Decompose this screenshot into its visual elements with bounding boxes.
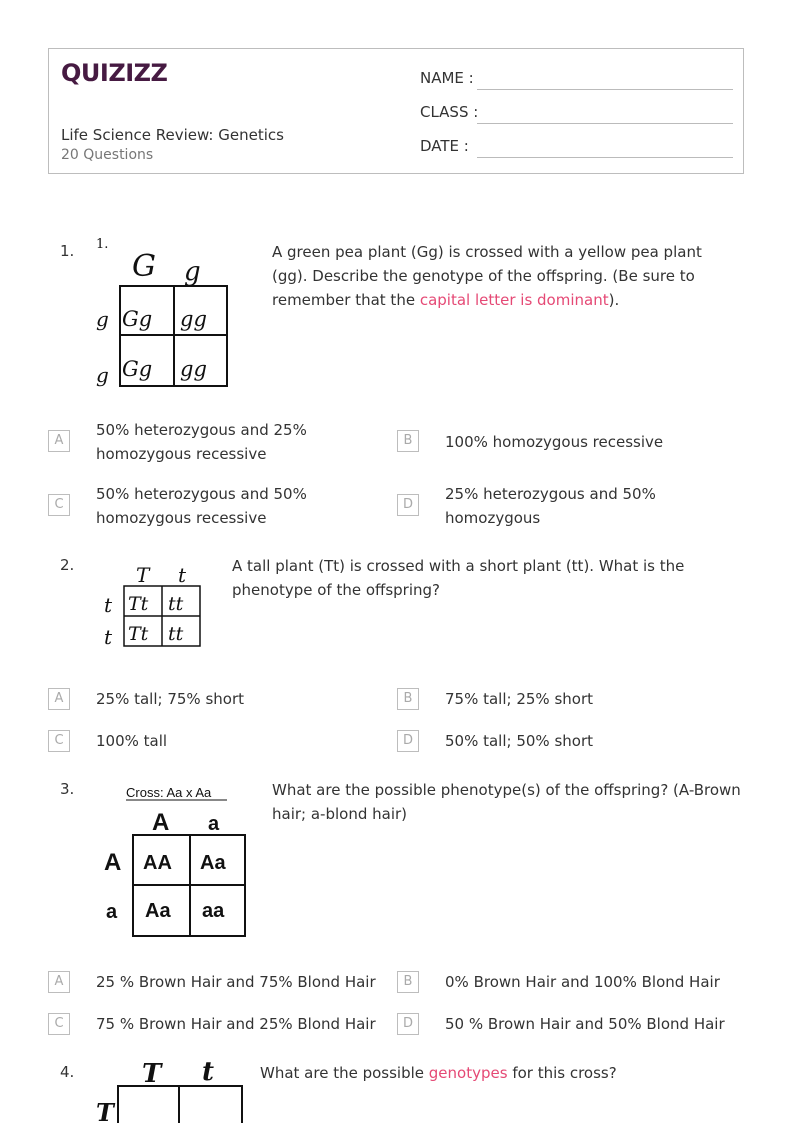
question-1-highlight: capital letter is dominant xyxy=(419,291,609,309)
q2-option-d-text[interactable]: 50% tall; 50% short xyxy=(445,732,593,750)
q3-option-c-box[interactable]: C xyxy=(48,1013,70,1035)
question-3-punnett-square xyxy=(100,780,250,940)
punnett-cell: AA xyxy=(143,852,172,874)
question-2-punnett-square xyxy=(100,560,206,652)
punnett-cell: aa xyxy=(202,900,225,922)
punnett-mark: 1. xyxy=(96,237,109,252)
punnett-cell: Gg xyxy=(122,307,153,331)
q1-option-c-text[interactable]: 50% heterozygous and 50% homozygous recessive xyxy=(96,485,307,527)
name-label: NAME : xyxy=(420,69,474,87)
q1-option-d-text[interactable]: 25% heterozygous and 50% homozygous xyxy=(445,485,656,527)
question-4-text xyxy=(260,1061,740,1085)
q2-option-a-box[interactable]: A xyxy=(48,688,70,710)
question-4-text-part: What are the possible xyxy=(260,1064,429,1082)
punnett-left-allele: g xyxy=(96,307,109,331)
name-line[interactable] xyxy=(477,89,733,90)
punnett-left-allele: A xyxy=(104,849,122,876)
punnett-top-allele: a xyxy=(208,813,220,835)
punnett-top-allele: A xyxy=(152,809,170,836)
q2-option-a-text[interactable]: 25% tall; 75% short xyxy=(96,690,244,708)
punnett-left-allele: t xyxy=(104,593,113,617)
q1-option-b-box[interactable]: B xyxy=(397,430,419,452)
punnett-top-allele: T xyxy=(136,563,150,587)
punnett-cell: tt xyxy=(168,593,184,615)
punnett-left-allele: g xyxy=(96,363,109,387)
question-4-punnett-square xyxy=(92,1055,252,1123)
punnett-caption: Cross: Aa x Aa xyxy=(126,785,212,800)
punnett-cell: gg xyxy=(180,357,207,381)
punnett-cell: tt xyxy=(168,623,184,645)
punnett-top-allele: t xyxy=(202,1057,215,1087)
question-3-number: 3. xyxy=(60,780,75,798)
q2-option-b-box[interactable]: B xyxy=(397,688,419,710)
q1-option-d-box[interactable]: D xyxy=(397,494,419,516)
punnett-cell: Aa xyxy=(200,852,226,874)
punnett-cell: Tt xyxy=(128,593,149,615)
q3-option-a-text[interactable]: 25 % Brown Hair and 75% Blond Hair xyxy=(96,973,376,991)
q1-option-a-box[interactable]: A xyxy=(48,430,70,452)
question-1-punnett-square xyxy=(92,236,237,396)
punnett-top-allele: t xyxy=(178,563,187,587)
q3-option-d-text[interactable]: 50 % Brown Hair and 50% Blond Hair xyxy=(445,1015,725,1033)
date-label: DATE : xyxy=(420,137,469,155)
punnett-left-allele: t xyxy=(104,625,113,649)
class-line[interactable] xyxy=(477,123,733,124)
punnett-cell: Tt xyxy=(128,623,149,645)
q1-option-a-text[interactable]: 50% heterozygous and 25% homozygous recessive xyxy=(96,421,307,463)
q1-option-b-text[interactable]: 100% homozygous recessive xyxy=(445,433,664,451)
q3-option-c-text[interactable]: 75 % Brown Hair and 25% Blond Hair xyxy=(96,1015,376,1033)
q1-option-c-box[interactable]: C xyxy=(48,494,70,516)
punnett-top-allele: T xyxy=(142,1059,162,1089)
question-1-text-part: ). xyxy=(608,291,620,309)
class-label: CLASS : xyxy=(420,103,479,121)
punnett-cell: Gg xyxy=(122,357,153,381)
question-3-text: What are the possible phenotype(s) of the offspring? (A-Brown hair; a-blond hair) xyxy=(272,781,741,823)
question-4-number: 4. xyxy=(60,1063,75,1081)
question-4-text-part: for this cross? xyxy=(507,1064,617,1082)
q3-option-d-box[interactable]: D xyxy=(397,1013,419,1035)
question-count: 20 Questions xyxy=(61,147,154,163)
punnett-cell: Aa xyxy=(145,900,171,922)
punnett-cell: gg xyxy=(180,307,207,331)
q3-option-b-text[interactable]: 0% Brown Hair and 100% Blond Hair xyxy=(445,973,720,991)
q3-option-b-box[interactable]: B xyxy=(397,971,419,993)
date-line[interactable] xyxy=(477,157,733,158)
worksheet-header xyxy=(48,48,744,174)
q2-option-c-text[interactable]: 100% tall xyxy=(96,732,168,750)
punnett-left-allele: T xyxy=(96,1098,114,1123)
q2-option-d-box[interactable]: D xyxy=(397,730,419,752)
question-1-text xyxy=(272,240,742,312)
punnett-top-allele: g xyxy=(184,257,201,287)
question-1-text-part: A green pea plant (Gg) is crossed with a yellow pea plant (gg). Describe the genotype of the offspring. (Be sure to remember that the xyxy=(272,243,702,309)
worksheet-title: Life Science Review: Genetics xyxy=(61,126,284,144)
q2-option-c-box[interactable]: C xyxy=(48,730,70,752)
q3-option-a-box[interactable]: A xyxy=(48,971,70,993)
question-2-number: 2. xyxy=(60,556,75,574)
question-1-number: 1. xyxy=(60,242,75,260)
quizizz-logo: QUIZIZZ xyxy=(61,59,168,87)
punnett-left-allele: a xyxy=(106,901,118,923)
q2-option-b-text[interactable]: 75% tall; 25% short xyxy=(445,690,593,708)
punnett-top-allele: G xyxy=(132,249,156,284)
question-4-highlight: genotypes xyxy=(428,1064,508,1082)
question-2-text: A tall plant (Tt) is crossed with a short plant (tt). What is the phenotype of the offspring? xyxy=(232,557,685,599)
